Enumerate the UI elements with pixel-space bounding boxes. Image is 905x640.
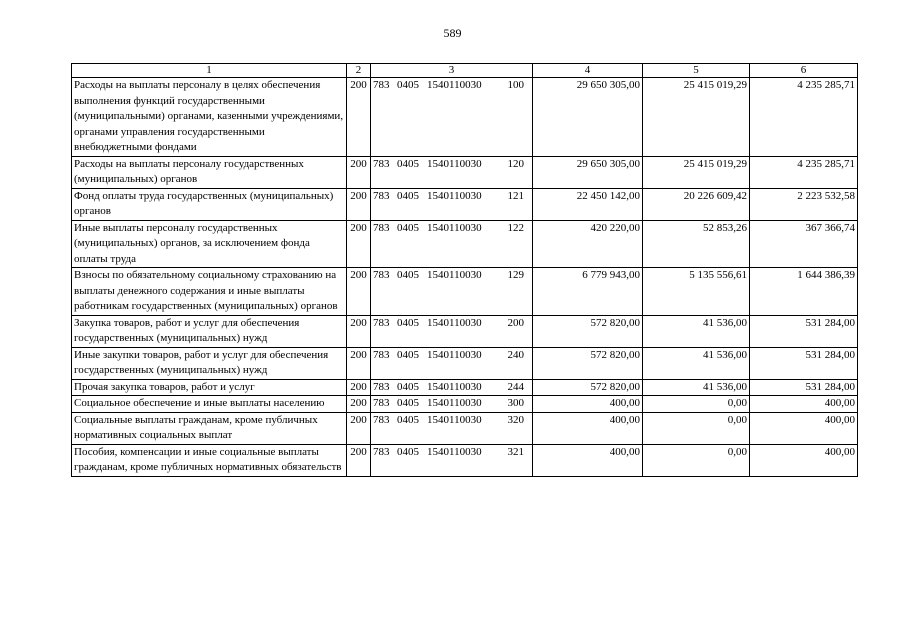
row-remaining: 400,00 <box>750 412 858 444</box>
expense-type-code: 300 <box>507 397 524 409</box>
target-code: 1540110030 <box>427 348 482 361</box>
header-col-1: 1 <box>72 64 347 78</box>
row-code: 200 <box>347 379 371 396</box>
target-code: 1540110030 <box>427 221 482 234</box>
header-col-3: 3 <box>371 64 533 78</box>
expense-type-code: 321 <box>507 445 524 458</box>
admin-code: 783 <box>373 79 390 91</box>
target-code: 1540110030 <box>427 269 482 281</box>
row-approved: 6 779 943,00 <box>533 268 643 316</box>
row-approved: 22 450 142,00 <box>533 188 643 220</box>
section-code: 0405 <box>397 348 419 361</box>
table-row <box>72 78 858 157</box>
row-name: Закупка товаров, работ и услуг для обеспечения государственных (муниципальных) нужд <box>72 315 347 347</box>
row-executed: 41 536,00 <box>643 315 750 347</box>
row-classification <box>371 396 533 413</box>
row-approved: 400,00 <box>533 444 643 476</box>
table-row <box>72 444 858 476</box>
row-executed: 0,00 <box>643 396 750 413</box>
row-executed: 25 415 019,29 <box>643 78 750 157</box>
row-remaining: 367 366,74 <box>750 220 858 268</box>
header-col-6: 6 <box>750 64 858 78</box>
admin-code: 783 <box>373 397 390 409</box>
row-code: 200 <box>347 220 371 268</box>
row-name: Расходы на выплаты персоналу государственных (муниципальных) органов <box>72 156 347 188</box>
admin-code: 783 <box>373 189 390 202</box>
section-code: 0405 <box>397 157 419 170</box>
expense-type-code: 122 <box>507 221 524 234</box>
table-row <box>72 220 858 268</box>
row-name: Расходы на выплаты персоналу в целях обеспечения выполнения функций государственными (муниципальными) органами, казенными учреждениями, органами управления государственными внебюджетными фондами <box>72 78 347 157</box>
row-executed: 0,00 <box>643 444 750 476</box>
row-name: Пособия, компенсации и иные социальные выплаты гражданам, кроме публичных нормативных обязательств <box>72 444 347 476</box>
row-classification <box>371 78 533 157</box>
row-approved: 572 820,00 <box>533 347 643 379</box>
section-code: 0405 <box>397 269 419 281</box>
section-code: 0405 <box>397 413 419 426</box>
row-classification <box>371 156 533 188</box>
admin-code: 783 <box>373 157 390 170</box>
row-remaining: 400,00 <box>750 396 858 413</box>
admin-code: 783 <box>373 413 390 426</box>
row-code: 200 <box>347 347 371 379</box>
target-code: 1540110030 <box>427 157 482 170</box>
row-executed: 20 226 609,42 <box>643 188 750 220</box>
row-approved: 400,00 <box>533 412 643 444</box>
table-row <box>72 156 858 188</box>
row-approved: 29 650 305,00 <box>533 156 643 188</box>
table-row <box>72 412 858 444</box>
expense-type-code: 240 <box>507 348 524 361</box>
section-code: 0405 <box>397 380 419 393</box>
row-approved: 29 650 305,00 <box>533 78 643 157</box>
section-code: 0405 <box>397 445 419 458</box>
budget-table <box>71 63 858 477</box>
row-remaining: 4 235 285,71 <box>750 78 858 157</box>
table-header-row <box>72 64 858 78</box>
row-code: 200 <box>347 412 371 444</box>
row-code: 200 <box>347 444 371 476</box>
row-classification <box>371 412 533 444</box>
row-classification <box>371 220 533 268</box>
row-code: 200 <box>347 315 371 347</box>
row-classification <box>371 347 533 379</box>
row-approved: 572 820,00 <box>533 315 643 347</box>
admin-code: 783 <box>373 316 390 329</box>
section-code: 0405 <box>397 79 419 91</box>
row-remaining: 400,00 <box>750 444 858 476</box>
row-remaining: 1 644 386,39 <box>750 268 858 316</box>
row-approved: 572 820,00 <box>533 379 643 396</box>
row-remaining: 531 284,00 <box>750 379 858 396</box>
header-col-4: 4 <box>533 64 643 78</box>
row-remaining: 531 284,00 <box>750 347 858 379</box>
expense-type-code: 121 <box>507 189 524 202</box>
row-classification <box>371 379 533 396</box>
expense-type-code: 200 <box>507 316 524 329</box>
expense-type-code: 129 <box>507 269 524 281</box>
section-code: 0405 <box>397 221 419 234</box>
row-executed: 52 853,26 <box>643 220 750 268</box>
row-classification <box>371 268 533 316</box>
admin-code: 783 <box>373 380 390 393</box>
expense-type-code: 120 <box>507 157 524 170</box>
row-code: 200 <box>347 268 371 316</box>
row-name: Фонд оплаты труда государственных (муниципальных) органов <box>72 188 347 220</box>
target-code: 1540110030 <box>427 189 482 202</box>
row-classification <box>371 188 533 220</box>
row-code: 200 <box>347 396 371 413</box>
table-row <box>72 396 858 413</box>
row-code: 200 <box>347 78 371 157</box>
row-executed: 41 536,00 <box>643 379 750 396</box>
target-code: 1540110030 <box>427 397 482 409</box>
section-code: 0405 <box>397 316 419 329</box>
row-approved: 420 220,00 <box>533 220 643 268</box>
target-code: 1540110030 <box>427 316 482 329</box>
expense-type-code: 244 <box>507 380 524 393</box>
target-code: 1540110030 <box>427 413 482 426</box>
row-code: 200 <box>347 188 371 220</box>
row-executed: 41 536,00 <box>643 347 750 379</box>
row-name: Социальное обеспечение и иные выплаты населению <box>72 396 347 413</box>
row-name: Социальные выплаты гражданам, кроме публичных нормативных социальных выплат <box>72 412 347 444</box>
row-name: Взносы по обязательному социальному страхованию на выплаты денежного содержания и иные выплаты работникам государственных (муниципальных) органов <box>72 268 347 316</box>
target-code: 1540110030 <box>427 79 482 91</box>
table-row <box>72 315 858 347</box>
expense-type-code: 100 <box>507 79 524 91</box>
header-col-5: 5 <box>643 64 750 78</box>
section-code: 0405 <box>397 189 419 202</box>
row-executed: 0,00 <box>643 412 750 444</box>
row-remaining: 2 223 532,58 <box>750 188 858 220</box>
admin-code: 783 <box>373 445 390 458</box>
row-remaining: 4 235 285,71 <box>750 156 858 188</box>
table-row <box>72 347 858 379</box>
admin-code: 783 <box>373 348 390 361</box>
row-name: Иные выплаты персоналу государственных (муниципальных) органов, за исключением фонда оплаты труда <box>72 220 347 268</box>
row-approved: 400,00 <box>533 396 643 413</box>
target-code: 1540110030 <box>427 445 482 458</box>
admin-code: 783 <box>373 269 390 281</box>
row-code: 200 <box>347 156 371 188</box>
row-remaining: 531 284,00 <box>750 315 858 347</box>
expense-type-code: 320 <box>507 413 524 426</box>
row-executed: 25 415 019,29 <box>643 156 750 188</box>
page-number: 589 <box>443 26 462 40</box>
row-executed: 5 135 556,61 <box>643 268 750 316</box>
section-code: 0405 <box>397 397 419 409</box>
row-classification <box>371 444 533 476</box>
row-classification <box>371 315 533 347</box>
row-name: Иные закупки товаров, работ и услуг для обеспечения государственных (муниципальных) нужд <box>72 347 347 379</box>
row-name: Прочая закупка товаров, работ и услуг <box>72 379 347 396</box>
table-row <box>72 379 858 396</box>
header-col-2: 2 <box>347 64 371 78</box>
table-row <box>72 268 858 316</box>
table-row <box>72 188 858 220</box>
admin-code: 783 <box>373 221 390 234</box>
target-code: 1540110030 <box>427 380 482 393</box>
